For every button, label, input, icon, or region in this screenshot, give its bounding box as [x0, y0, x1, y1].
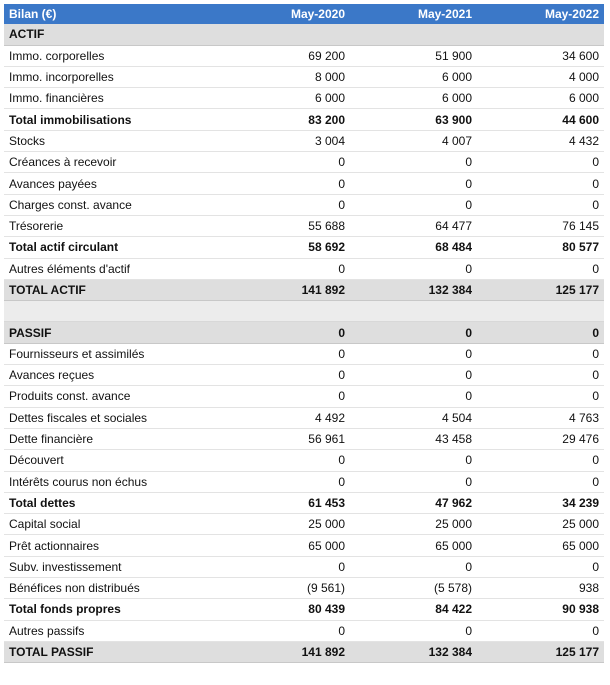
row-value: 4 432: [477, 130, 604, 151]
row-value: 0: [477, 556, 604, 577]
row-value: [350, 301, 477, 322]
table-row: [4, 365, 604, 386]
row-label: TOTAL PASSIF: [4, 641, 222, 662]
row-value: 55 688: [222, 215, 350, 236]
table-body: [4, 24, 604, 662]
row-value: 0: [350, 173, 477, 194]
total-row: [4, 599, 604, 620]
row-value: 0: [477, 173, 604, 194]
table-row: [4, 66, 604, 87]
row-value: 0: [350, 152, 477, 173]
row-value: 0: [477, 386, 604, 407]
row-value: 25 000: [477, 514, 604, 535]
row-value: 0: [222, 386, 350, 407]
row-label: PASSIF: [4, 322, 222, 343]
row-value: 90 938: [477, 599, 604, 620]
row-label: Capital social: [4, 514, 222, 535]
row-value: 4 007: [350, 130, 477, 151]
header-row: [4, 4, 604, 24]
row-label: Bénéfices non distribués: [4, 578, 222, 599]
row-value: 34 239: [477, 492, 604, 513]
row-label: Subv. investissement: [4, 556, 222, 577]
row-value: 76 145: [477, 215, 604, 236]
row-value: 34 600: [477, 45, 604, 66]
row-value: 0: [222, 258, 350, 279]
total-row: [4, 492, 604, 513]
row-label: Avances reçues: [4, 365, 222, 386]
header-year: May-2022: [477, 4, 604, 24]
row-value: 0: [477, 471, 604, 492]
table-row: [4, 407, 604, 428]
row-value: 56 961: [222, 428, 350, 449]
row-value: 64 477: [350, 215, 477, 236]
row-value: 63 900: [350, 109, 477, 130]
row-value: 4 763: [477, 407, 604, 428]
balance-sheet: [4, 4, 604, 663]
row-value: 0: [222, 471, 350, 492]
row-value: 65 000: [350, 535, 477, 556]
section-row: [4, 24, 604, 45]
row-value: 0: [350, 194, 477, 215]
row-value: [350, 24, 477, 45]
row-value: 0: [222, 152, 350, 173]
row-value: 47 962: [350, 492, 477, 513]
table-row: [4, 535, 604, 556]
row-label: Trésorerie: [4, 215, 222, 236]
row-value: 0: [477, 620, 604, 641]
row-label: Immo. financières: [4, 88, 222, 109]
row-label: Prêt actionnaires: [4, 535, 222, 556]
row-value: 0: [477, 343, 604, 364]
row-value: 80 577: [477, 237, 604, 258]
row-label: Stocks: [4, 130, 222, 151]
table-row: [4, 258, 604, 279]
row-value: 65 000: [477, 535, 604, 556]
table-row: [4, 130, 604, 151]
row-value: 0: [477, 194, 604, 215]
row-value: 4 504: [350, 407, 477, 428]
row-value: (9 561): [222, 578, 350, 599]
row-label: Produits const. avance: [4, 386, 222, 407]
row-label: Avances payées: [4, 173, 222, 194]
row-value: 25 000: [350, 514, 477, 535]
row-label: Autres éléments d'actif: [4, 258, 222, 279]
row-value: [477, 24, 604, 45]
section-row: [4, 322, 604, 343]
row-label: TOTAL ACTIF: [4, 279, 222, 300]
row-value: 141 892: [222, 641, 350, 662]
row-value: 68 484: [350, 237, 477, 258]
row-value: 938: [477, 578, 604, 599]
row-value: 3 004: [222, 130, 350, 151]
row-value: 0: [222, 556, 350, 577]
row-value: 84 422: [350, 599, 477, 620]
row-value: 0: [222, 322, 350, 343]
row-label: Immo. corporelles: [4, 45, 222, 66]
row-value: 43 458: [350, 428, 477, 449]
row-label: Dettes fiscales et sociales: [4, 407, 222, 428]
row-value: 0: [477, 450, 604, 471]
total-row: [4, 109, 604, 130]
row-value: 0: [222, 620, 350, 641]
row-label: Charges const. avance: [4, 194, 222, 215]
row-value: 0: [350, 620, 477, 641]
table-row: [4, 88, 604, 109]
row-label: Total immobilisations: [4, 109, 222, 130]
row-value: 51 900: [350, 45, 477, 66]
table-row: [4, 194, 604, 215]
header-year: May-2020: [222, 4, 350, 24]
table-row: [4, 215, 604, 236]
row-value: 0: [477, 365, 604, 386]
row-value: 4 000: [477, 66, 604, 87]
spacer-row: [4, 301, 604, 322]
row-value: 0: [350, 450, 477, 471]
row-value: 0: [350, 471, 477, 492]
row-value: 0: [222, 365, 350, 386]
row-value: [222, 24, 350, 45]
row-value: [477, 301, 604, 322]
row-value: 6 000: [350, 88, 477, 109]
row-value: 0: [222, 450, 350, 471]
row-label: Total fonds propres: [4, 599, 222, 620]
row-label: Total actif circulant: [4, 237, 222, 258]
row-value: 8 000: [222, 66, 350, 87]
table-row: [4, 514, 604, 535]
balance-sheet-table: [4, 4, 604, 663]
row-value: 44 600: [477, 109, 604, 130]
row-value: 0: [350, 343, 477, 364]
row-value: 6 000: [222, 88, 350, 109]
row-value: (5 578): [350, 578, 477, 599]
total-row: [4, 237, 604, 258]
table-row: [4, 152, 604, 173]
grand-row: [4, 279, 604, 300]
row-value: 125 177: [477, 279, 604, 300]
row-label: Intérêts courus non échus: [4, 471, 222, 492]
table-row: [4, 45, 604, 66]
row-value: 0: [477, 152, 604, 173]
table-row: [4, 471, 604, 492]
row-value: 0: [350, 365, 477, 386]
table-row: [4, 173, 604, 194]
table-row: [4, 428, 604, 449]
row-value: 29 476: [477, 428, 604, 449]
table-row: [4, 578, 604, 599]
row-value: 0: [222, 194, 350, 215]
header-label: Bilan (€): [4, 4, 222, 24]
row-value: 125 177: [477, 641, 604, 662]
table-row: [4, 386, 604, 407]
row-value: 0: [222, 173, 350, 194]
row-value: 0: [477, 258, 604, 279]
row-value: 0: [350, 386, 477, 407]
row-label: Dette financière: [4, 428, 222, 449]
row-value: 83 200: [222, 109, 350, 130]
row-value: 0: [350, 258, 477, 279]
row-value: 65 000: [222, 535, 350, 556]
row-label: Immo. incorporelles: [4, 66, 222, 87]
row-value: 0: [350, 322, 477, 343]
table-row: [4, 450, 604, 471]
row-value: 132 384: [350, 279, 477, 300]
header-year: May-2021: [350, 4, 477, 24]
row-value: 4 492: [222, 407, 350, 428]
row-value: [222, 301, 350, 322]
row-label: ACTIF: [4, 24, 222, 45]
row-label: Découvert: [4, 450, 222, 471]
row-value: 69 200: [222, 45, 350, 66]
row-value: 25 000: [222, 514, 350, 535]
row-label: Créances à recevoir: [4, 152, 222, 173]
row-value: 0: [350, 556, 477, 577]
row-label: Fournisseurs et assimilés: [4, 343, 222, 364]
grand-row: [4, 641, 604, 662]
row-value: 132 384: [350, 641, 477, 662]
row-value: 6 000: [350, 66, 477, 87]
row-value: 61 453: [222, 492, 350, 513]
row-label: Total dettes: [4, 492, 222, 513]
table-row: [4, 620, 604, 641]
row-label: [4, 301, 222, 322]
row-value: 141 892: [222, 279, 350, 300]
row-label: Autres passifs: [4, 620, 222, 641]
row-value: 0: [477, 322, 604, 343]
table-row: [4, 343, 604, 364]
row-value: 0: [222, 343, 350, 364]
row-value: 58 692: [222, 237, 350, 258]
row-value: 80 439: [222, 599, 350, 620]
row-value: 6 000: [477, 88, 604, 109]
table-row: [4, 556, 604, 577]
